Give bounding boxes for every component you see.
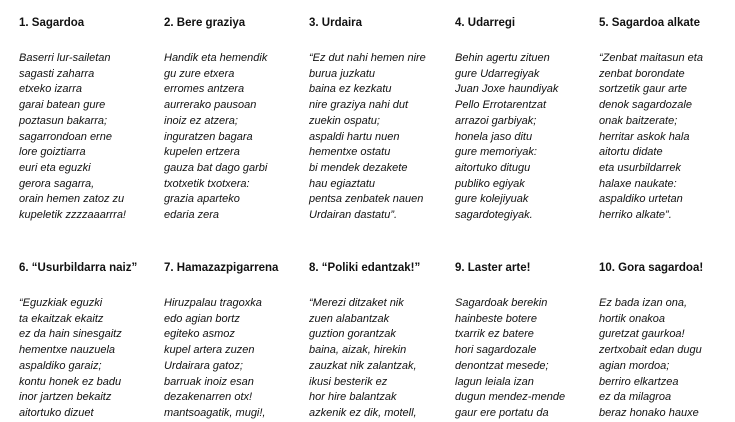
poem-line: arrazoi garbiyak; xyxy=(455,114,537,127)
poem-line: kupel artera zuzen xyxy=(164,344,255,357)
poem-10 xyxy=(599,261,735,422)
poem-line: denok sagardozale xyxy=(599,99,692,112)
poem-line: sagarrondoan erne xyxy=(19,130,112,143)
poem-line: publiko egiyak xyxy=(455,177,525,190)
poem-title: 4. Udarregi xyxy=(455,17,516,29)
poem-line: Handik eta hemendik xyxy=(164,52,268,64)
poem-line: ikusi besterik ez xyxy=(309,375,388,388)
poem-line: baina, aizak, hirekin xyxy=(309,344,407,357)
poem-line: dugun mendez-mende xyxy=(455,391,566,404)
poem-line: aspaldiko urtetan xyxy=(599,193,683,206)
poem-title: 8. “Poliki edantzak!” xyxy=(309,262,421,274)
poem-lines xyxy=(309,51,449,224)
poem-lines xyxy=(164,296,304,422)
poem-line: zauzkat nik zalantzak, xyxy=(309,359,417,372)
poem-title: 3. Urdaira xyxy=(309,17,363,29)
poem-line: gauza bat dago garbi xyxy=(164,161,268,174)
poem-line: zenbat borondate xyxy=(599,67,685,80)
poem-1 xyxy=(19,16,159,224)
poem-line: erromes antzera xyxy=(164,83,245,96)
poem-line: Hiruzpalau tragoxka xyxy=(164,297,262,309)
poem-line: edo agian bortz xyxy=(164,312,240,325)
poem-line: denontzat mesede; xyxy=(455,359,549,372)
poem-title: 7. Hamazazpigarrena xyxy=(164,262,279,274)
poem-line: zertxobait edan dugu xyxy=(599,344,702,357)
poem-line: inguratzen bagara xyxy=(164,130,253,143)
poem-line: sagardotegiyak. xyxy=(455,209,533,222)
poem-7 xyxy=(164,261,304,422)
poem-line: herriko alkate”. xyxy=(599,209,672,222)
poem-line: Baserri lur-sailetan xyxy=(19,52,111,64)
poem-line: Pello Errotarentzat xyxy=(455,99,547,112)
poem-line: mantsoagatik, mugi!, xyxy=(164,406,266,419)
poem-line: Ez bada izan ona, xyxy=(599,297,688,309)
poem-line: guretzat gaurkoa! xyxy=(599,328,685,341)
poem-line: Urdairan dastatu”. xyxy=(309,209,398,222)
poem-line: hortik onakoa xyxy=(599,312,666,325)
poem-line: hainbeste botere xyxy=(455,312,537,325)
poem-5 xyxy=(599,16,735,224)
poem-line: aitortu didate xyxy=(599,146,663,159)
poem-line: gure kolejiyuak xyxy=(455,193,529,206)
poem-line: pentsa zenbatek nauen xyxy=(309,193,424,206)
poem-line: inoiz ez atzera; xyxy=(164,114,238,127)
poem-title: 6. “Usurbildarra naiz” xyxy=(19,262,138,274)
poem-line: gerora sagarra, xyxy=(19,177,95,190)
poem-line: Urdairara gatoz; xyxy=(164,359,243,372)
poem-line: orain hemen zatoz zu xyxy=(19,193,125,206)
poem-line: honela jaso ditu xyxy=(455,130,533,143)
poem-line: txotxetik txotxera: xyxy=(164,177,250,190)
poem-line: gu zure etxera xyxy=(164,67,235,80)
poem-line: zuekin ospatu; xyxy=(309,114,380,127)
poem-line: “Zenbat maitasun eta xyxy=(599,52,703,64)
poem-line: zuen alabantzak xyxy=(309,312,390,325)
poem-8 xyxy=(309,261,449,422)
poem-title: 2. Bere graziya xyxy=(164,17,246,29)
poem-line: halaxe naukate: xyxy=(599,177,677,190)
poem-4 xyxy=(455,16,595,224)
poem-line: aurrerako pausoan xyxy=(164,99,257,112)
poem-line: berriro elkartzea xyxy=(599,375,679,388)
poem-line: barruak inoiz esan xyxy=(164,375,254,388)
poem-title: 10. Gora sagardoa! xyxy=(599,262,704,274)
poem-line: lagun leiala izan xyxy=(455,375,534,388)
poem-lines xyxy=(164,51,304,224)
poem-lines xyxy=(455,51,595,224)
poem-line: aitortuko dizuet xyxy=(19,406,94,419)
poem-line: aitortuko ditugu xyxy=(455,161,531,174)
poem-line: etxeko izarra xyxy=(19,83,82,96)
poem-2 xyxy=(164,16,304,224)
poem-line: euri eta eguzki xyxy=(19,161,91,174)
poem-line: sagasti zaharra xyxy=(19,67,95,80)
poem-line: aspaldi hartu nuen xyxy=(309,130,400,143)
poem-line: ez da hain sinesgaitz xyxy=(19,328,122,341)
poem-line: hau egiaztatu xyxy=(309,177,376,190)
poem-title: 1. Sagardoa xyxy=(19,17,85,29)
poem-line: sortzetik gaur arte xyxy=(599,83,688,96)
poem-line: ez da milagroa xyxy=(599,391,672,404)
poem-line: aspaldiko garaiz; xyxy=(19,359,102,372)
poem-line: burua juzkatu xyxy=(309,67,376,80)
poem-line: ta ekaitzak ekaitz xyxy=(19,312,104,325)
poem-line: grazia aparteko xyxy=(164,193,240,206)
poem-line: egiteko asmoz xyxy=(164,328,235,341)
poem-line: “Ez dut nahi hemen nire xyxy=(309,52,426,64)
poem-line: inor jartzen bekaitz xyxy=(19,391,112,404)
poem-line: Behin agertu zituen xyxy=(455,52,550,64)
poem-lines xyxy=(309,296,449,422)
poem-line: hementxe nauzuela xyxy=(19,344,116,357)
poem-line: gure Udarregiyak xyxy=(455,67,540,80)
poem-line: “Eguzkiak eguzki xyxy=(19,297,103,309)
poem-9 xyxy=(455,261,595,422)
poem-line: gure memoriyak: xyxy=(455,146,537,159)
poem-lines xyxy=(599,51,735,224)
poem-line: dezakenarren otx! xyxy=(164,391,253,404)
poem-line: Juan Joxe haundiyak xyxy=(455,83,559,96)
poem-6 xyxy=(19,261,159,422)
poem-lines xyxy=(455,296,595,422)
poem-line: guztion gorantzak xyxy=(309,328,396,341)
poem-line: kupelen ertzera xyxy=(164,146,240,159)
poem-line: lore goiztiarra xyxy=(19,146,86,159)
poem-line: eta usurbildarrek xyxy=(599,161,681,174)
poem-line: garai batean gure xyxy=(19,99,106,112)
poem-3 xyxy=(309,16,449,224)
poem-line: nire graziya nahi dut xyxy=(309,99,409,112)
poem-title: 5. Sagardoa alkate xyxy=(599,17,700,29)
poem-lines xyxy=(19,51,159,224)
poem-lines xyxy=(599,296,735,422)
poem-line: hementxe ostatu xyxy=(309,146,391,159)
poem-line: onak baitzerate; xyxy=(599,114,678,127)
poem-line: kupeletik zzzzaaarrra! xyxy=(19,209,126,222)
poem-line: gaur ere portatu da xyxy=(455,406,549,419)
poem-line: agian mordoa; xyxy=(599,359,670,372)
poem-line: txarrik ez batere xyxy=(455,328,534,341)
poem-line: herritar askok hala xyxy=(599,130,690,143)
poem-line: Sagardoak berekin xyxy=(455,297,548,309)
poem-line: bi mendek dezakete xyxy=(309,161,408,174)
poem-line: hori sagardozale xyxy=(455,344,537,357)
poem-line: hor hire balantzak xyxy=(309,391,397,404)
poem-title: 9. Laster arte! xyxy=(455,262,531,274)
poem-lines xyxy=(19,296,159,422)
poem-line: azkenik ez dik, motell, xyxy=(309,406,417,419)
poem-line: edaria zera xyxy=(164,209,220,222)
poem-line: beraz honako hauxe xyxy=(599,406,699,419)
poem-line: baina ez kezkatu xyxy=(309,83,392,96)
poem-line: poztasun bakarra; xyxy=(19,114,108,127)
poem-line: kontu honek ez badu xyxy=(19,375,122,388)
poem-line: “Merezi ditzaket nik xyxy=(309,297,404,309)
